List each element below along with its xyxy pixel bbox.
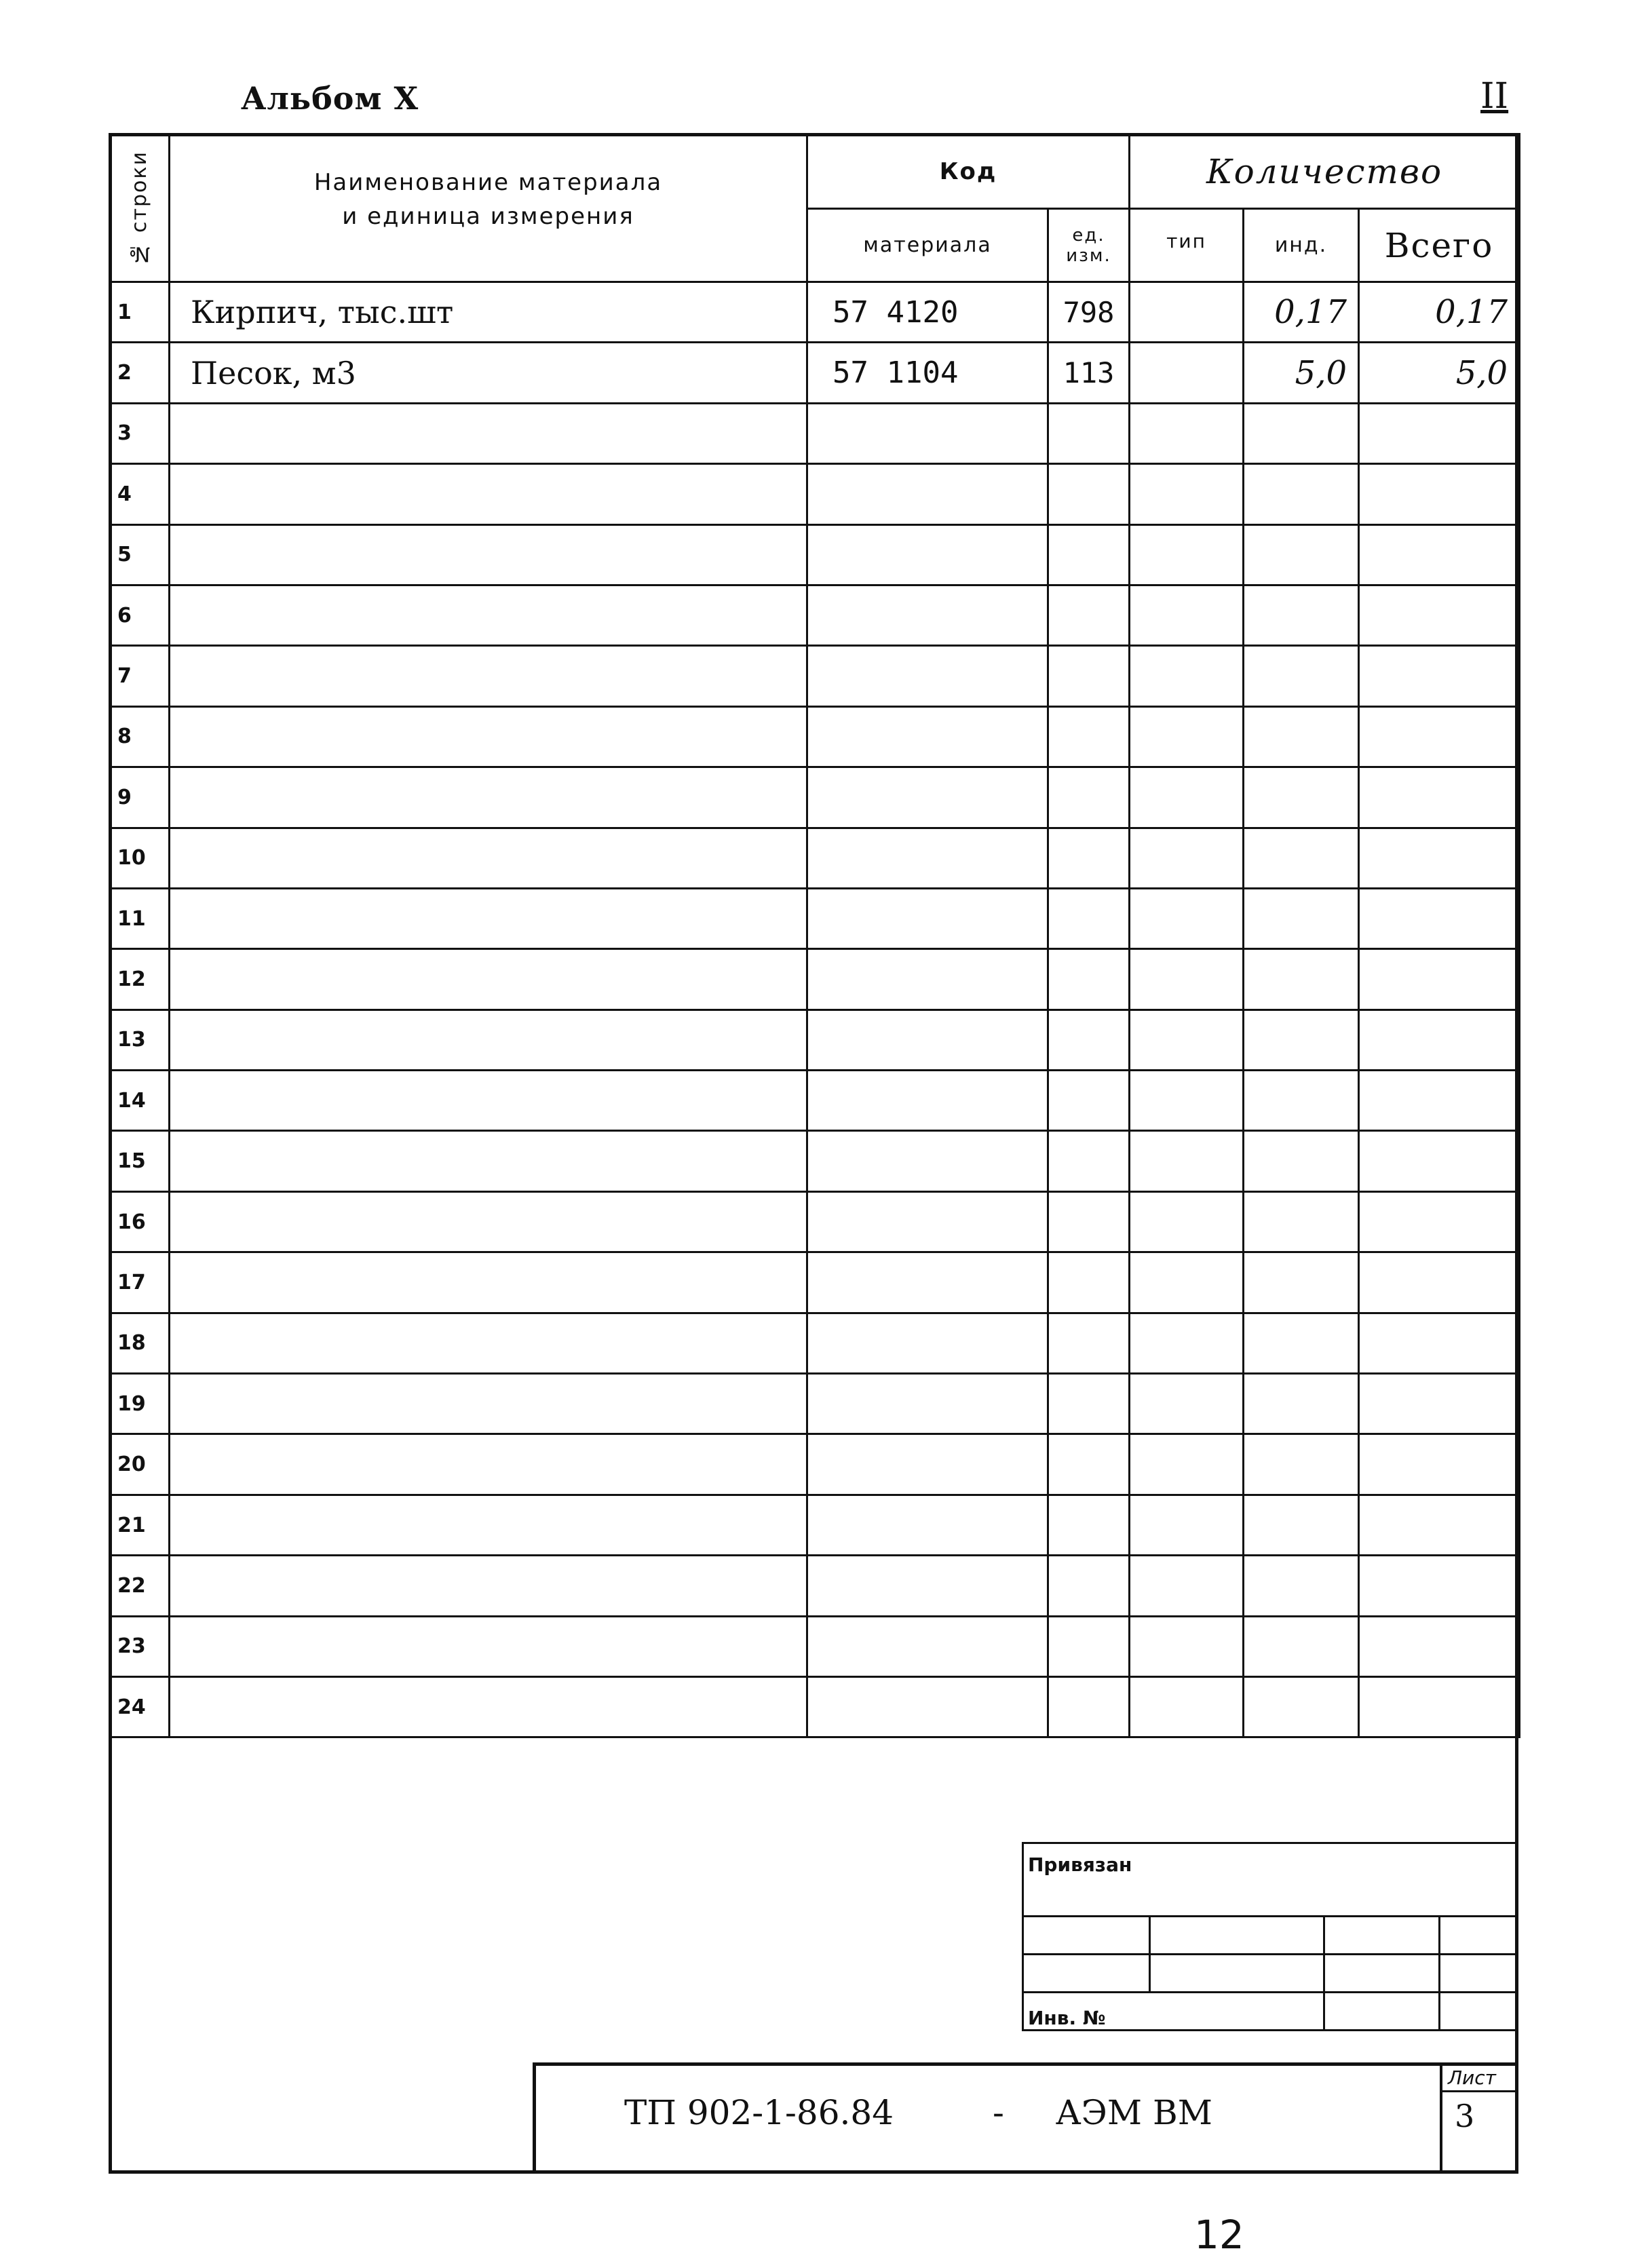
row-unit-code bbox=[1048, 1374, 1130, 1434]
row-qty-ind bbox=[1244, 1676, 1359, 1737]
row-qty-ind bbox=[1244, 1010, 1359, 1070]
row-material-code bbox=[807, 828, 1048, 888]
table-row bbox=[110, 767, 1520, 828]
doc-designation bbox=[624, 2093, 1212, 2132]
row-material-code bbox=[807, 1616, 1048, 1676]
row-material-code bbox=[807, 1676, 1048, 1737]
row-qty-total: 5,0 bbox=[1359, 343, 1520, 403]
row-qty-type bbox=[1130, 282, 1244, 343]
table-row bbox=[110, 1071, 1520, 1131]
row-material-code bbox=[807, 1434, 1048, 1495]
header-code-material: материала bbox=[807, 209, 1048, 282]
row-qty-ind bbox=[1244, 1131, 1359, 1191]
row-qty-ind: 0,17 bbox=[1244, 282, 1359, 343]
row-qty-type bbox=[1130, 1071, 1244, 1131]
row-qty-type bbox=[1130, 1616, 1244, 1676]
row-material-name bbox=[170, 524, 807, 585]
materials-table bbox=[109, 133, 1520, 1738]
table-row bbox=[110, 1313, 1520, 1373]
row-qty-ind bbox=[1244, 464, 1359, 524]
row-material-name bbox=[170, 1131, 807, 1191]
row-material-name bbox=[170, 585, 807, 645]
row-material-name bbox=[170, 1495, 807, 1555]
table-row bbox=[110, 888, 1520, 948]
row-qty-ind bbox=[1244, 706, 1359, 767]
header-code-unit: ед. изм. bbox=[1048, 209, 1130, 282]
stamp-cell bbox=[1324, 1955, 1439, 1993]
row-unit-code bbox=[1048, 1313, 1130, 1373]
header-qty-ind: инд. bbox=[1244, 209, 1359, 282]
row-qty-type bbox=[1130, 343, 1244, 403]
row-qty-total bbox=[1359, 767, 1520, 828]
row-qty-total bbox=[1359, 1434, 1520, 1495]
row-qty-total bbox=[1359, 1010, 1520, 1070]
table-row bbox=[110, 949, 1520, 1010]
row-qty-ind bbox=[1244, 1616, 1359, 1676]
row-qty-ind bbox=[1244, 1071, 1359, 1131]
header-qty-total: Всего bbox=[1359, 209, 1520, 282]
row-qty-type bbox=[1130, 706, 1244, 767]
row-material-name bbox=[170, 1374, 807, 1434]
row-material-name bbox=[170, 888, 807, 948]
material-name-line2: и единица измерения bbox=[342, 203, 634, 230]
header-row-number bbox=[110, 134, 170, 282]
row-qty-total bbox=[1359, 1676, 1520, 1737]
bound-stamp bbox=[1022, 1842, 1518, 2031]
row-material-code bbox=[807, 949, 1048, 1010]
row-unit-code bbox=[1048, 1131, 1130, 1191]
row-qty-type bbox=[1130, 1374, 1244, 1434]
row-unit-code bbox=[1048, 1191, 1130, 1252]
row-unit-code bbox=[1048, 1434, 1130, 1495]
stamp-cell bbox=[1150, 1955, 1324, 1993]
table-row bbox=[110, 828, 1520, 888]
row-material-name bbox=[170, 1252, 807, 1313]
doc-dash: - bbox=[992, 2093, 1004, 2132]
row-material-name bbox=[170, 828, 807, 888]
row-qty-type bbox=[1130, 949, 1244, 1010]
row-qty-total bbox=[1359, 524, 1520, 585]
row-qty-total: 0,17 bbox=[1359, 282, 1520, 343]
row-qty-ind bbox=[1244, 524, 1359, 585]
row-qty-total bbox=[1359, 1616, 1520, 1676]
header-code: Код bbox=[807, 134, 1130, 209]
row-qty-total bbox=[1359, 706, 1520, 767]
row-qty-total bbox=[1359, 1556, 1520, 1616]
stamp-cell bbox=[1439, 1993, 1518, 2031]
row-number: 24 bbox=[110, 1676, 170, 1737]
row-material-code bbox=[807, 888, 1048, 948]
row-material-code bbox=[807, 1252, 1048, 1313]
row-unit-code bbox=[1048, 706, 1130, 767]
table-row bbox=[110, 1374, 1520, 1434]
row-unit-code: 798 bbox=[1048, 282, 1130, 343]
row-unit-code bbox=[1048, 1495, 1130, 1555]
header-material-name bbox=[170, 134, 807, 282]
row-number: 5 bbox=[110, 524, 170, 585]
row-number: 8 bbox=[110, 706, 170, 767]
row-number: 16 bbox=[110, 1191, 170, 1252]
row-qty-type bbox=[1130, 1556, 1244, 1616]
table-row bbox=[110, 1556, 1520, 1616]
header-quantity: Количество bbox=[1130, 134, 1520, 209]
row-qty-type bbox=[1130, 1131, 1244, 1191]
row-material-code bbox=[807, 1495, 1048, 1555]
row-number: 17 bbox=[110, 1252, 170, 1313]
row-qty-type bbox=[1130, 1252, 1244, 1313]
row-number: 23 bbox=[110, 1616, 170, 1676]
row-number: 20 bbox=[110, 1434, 170, 1495]
row-number: 7 bbox=[110, 646, 170, 706]
row-number: 11 bbox=[110, 888, 170, 948]
row-qty-type bbox=[1130, 888, 1244, 948]
row-qty-total bbox=[1359, 1374, 1520, 1434]
row-qty-total bbox=[1359, 1252, 1520, 1313]
row-number: 3 bbox=[110, 403, 170, 463]
row-qty-total bbox=[1359, 888, 1520, 948]
row-qty-type bbox=[1130, 1010, 1244, 1070]
row-qty-total bbox=[1359, 585, 1520, 645]
row-material-name bbox=[170, 706, 807, 767]
table-row bbox=[110, 1010, 1520, 1070]
row-qty-total bbox=[1359, 646, 1520, 706]
doc-suffix: АЭМ ВМ bbox=[1055, 2093, 1212, 2132]
row-number: 10 bbox=[110, 828, 170, 888]
row-unit-code bbox=[1048, 1010, 1130, 1070]
row-qty-type bbox=[1130, 767, 1244, 828]
row-material-code bbox=[807, 585, 1048, 645]
table-row bbox=[110, 1252, 1520, 1313]
row-number: 15 bbox=[110, 1131, 170, 1191]
row-qty-type bbox=[1130, 524, 1244, 585]
sheet-value: 3 bbox=[1455, 2098, 1475, 2134]
stamp-cell bbox=[1150, 1917, 1324, 1955]
row-number: 13 bbox=[110, 1010, 170, 1070]
header-qty-type: тип bbox=[1130, 209, 1244, 282]
row-qty-ind bbox=[1244, 646, 1359, 706]
table-row bbox=[110, 403, 1520, 463]
row-qty-type bbox=[1130, 1313, 1244, 1373]
sheet-label: Лист bbox=[1442, 2062, 1518, 2092]
row-material-name bbox=[170, 403, 807, 463]
row-qty-ind bbox=[1244, 828, 1359, 888]
row-qty-type bbox=[1130, 1434, 1244, 1495]
row-material-name bbox=[170, 949, 807, 1010]
row-material-code bbox=[807, 403, 1048, 463]
row-material-name bbox=[170, 1010, 807, 1070]
row-material-code bbox=[807, 1191, 1048, 1252]
row-material-code bbox=[807, 524, 1048, 585]
row-unit-code bbox=[1048, 1556, 1130, 1616]
row-material-code bbox=[807, 767, 1048, 828]
row-qty-type bbox=[1130, 828, 1244, 888]
row-qty-type bbox=[1130, 646, 1244, 706]
row-number: 19 bbox=[110, 1374, 170, 1434]
row-qty-ind bbox=[1244, 1252, 1359, 1313]
row-qty-total bbox=[1359, 1191, 1520, 1252]
table-row bbox=[110, 1191, 1520, 1252]
page-number: II bbox=[1480, 76, 1509, 117]
row-material-code: 57 1104 bbox=[807, 343, 1048, 403]
row-unit-code bbox=[1048, 585, 1130, 645]
stamp-cell bbox=[1023, 1955, 1150, 1993]
row-number: 22 bbox=[110, 1556, 170, 1616]
row-number: 1 bbox=[110, 282, 170, 343]
stamp-cell bbox=[1439, 1955, 1518, 1993]
row-qty-ind bbox=[1244, 1313, 1359, 1373]
row-unit-code bbox=[1048, 403, 1130, 463]
row-qty-type bbox=[1130, 464, 1244, 524]
stamp-cell bbox=[1439, 1917, 1518, 1955]
row-unit-code bbox=[1048, 949, 1130, 1010]
row-qty-ind bbox=[1244, 403, 1359, 463]
table-row bbox=[110, 1676, 1520, 1737]
table-row bbox=[110, 524, 1520, 585]
sheet-box bbox=[1440, 2062, 1518, 2174]
row-material-code: 57 4120 bbox=[807, 282, 1048, 343]
row-number: 2 bbox=[110, 343, 170, 403]
row-qty-total bbox=[1359, 1313, 1520, 1373]
stamp-cell bbox=[1023, 1917, 1150, 1955]
row-material-name bbox=[170, 1434, 807, 1495]
row-unit-code bbox=[1048, 524, 1130, 585]
row-material-name bbox=[170, 1556, 807, 1616]
row-unit-code: 113 bbox=[1048, 343, 1130, 403]
row-material-code bbox=[807, 1313, 1048, 1373]
table-row bbox=[110, 1434, 1520, 1495]
row-qty-ind bbox=[1244, 585, 1359, 645]
row-unit-code bbox=[1048, 1252, 1130, 1313]
row-qty-type bbox=[1130, 1495, 1244, 1555]
row-qty-total bbox=[1359, 403, 1520, 463]
row-qty-total bbox=[1359, 1131, 1520, 1191]
row-qty-total bbox=[1359, 828, 1520, 888]
page-mark: 12 bbox=[1194, 2212, 1244, 2258]
material-name-line1: Наименование материала bbox=[313, 169, 663, 196]
row-number: 21 bbox=[110, 1495, 170, 1555]
row-qty-type bbox=[1130, 403, 1244, 463]
row-qty-type bbox=[1130, 1676, 1244, 1737]
row-unit-code bbox=[1048, 767, 1130, 828]
table-row bbox=[110, 1131, 1520, 1191]
row-number: 6 bbox=[110, 585, 170, 645]
row-unit-code bbox=[1048, 828, 1130, 888]
row-material-name: Кирпич, тыс.шт bbox=[170, 282, 807, 343]
row-material-name bbox=[170, 1616, 807, 1676]
row-qty-total bbox=[1359, 464, 1520, 524]
row-qty-total bbox=[1359, 1495, 1520, 1555]
row-qty-ind bbox=[1244, 1374, 1359, 1434]
row-qty-ind bbox=[1244, 888, 1359, 948]
row-material-code bbox=[807, 1010, 1048, 1070]
row-qty-ind: 5,0 bbox=[1244, 343, 1359, 403]
row-unit-code bbox=[1048, 1616, 1130, 1676]
table-row bbox=[110, 585, 1520, 645]
row-qty-type bbox=[1130, 1191, 1244, 1252]
row-material-code bbox=[807, 706, 1048, 767]
row-material-name bbox=[170, 1071, 807, 1131]
table-row bbox=[110, 1616, 1520, 1676]
row-qty-type bbox=[1130, 585, 1244, 645]
row-material-name bbox=[170, 1191, 807, 1252]
row-material-code bbox=[807, 1556, 1048, 1616]
row-qty-total bbox=[1359, 949, 1520, 1010]
row-qty-ind bbox=[1244, 1434, 1359, 1495]
row-qty-ind bbox=[1244, 767, 1359, 828]
inv-label: Инв. № bbox=[1023, 1993, 1324, 2031]
table-row bbox=[110, 1495, 1520, 1555]
row-material-code bbox=[807, 1374, 1048, 1434]
row-material-code bbox=[807, 646, 1048, 706]
row-number: 14 bbox=[110, 1071, 170, 1131]
stamp-cell bbox=[1324, 1917, 1439, 1955]
doc-code: ТП 902-1-86.84 bbox=[624, 2093, 894, 2132]
row-number: 18 bbox=[110, 1313, 170, 1373]
row-qty-ind bbox=[1244, 949, 1359, 1010]
row-material-name bbox=[170, 1313, 807, 1373]
row-number-label: № строки bbox=[128, 150, 151, 266]
row-material-code bbox=[807, 1131, 1048, 1191]
row-number: 12 bbox=[110, 949, 170, 1010]
row-unit-code bbox=[1048, 1071, 1130, 1131]
row-unit-code bbox=[1048, 646, 1130, 706]
table-row bbox=[110, 343, 1520, 403]
row-material-code bbox=[807, 1071, 1048, 1131]
row-material-code bbox=[807, 464, 1048, 524]
row-qty-ind bbox=[1244, 1191, 1359, 1252]
row-number: 9 bbox=[110, 767, 170, 828]
row-qty-ind bbox=[1244, 1556, 1359, 1616]
row-qty-total bbox=[1359, 1071, 1520, 1131]
bound-label: Привязан bbox=[1023, 1843, 1518, 1917]
row-number: 4 bbox=[110, 464, 170, 524]
row-unit-code bbox=[1048, 888, 1130, 948]
table-row bbox=[110, 706, 1520, 767]
row-material-name bbox=[170, 767, 807, 828]
row-qty-ind bbox=[1244, 1495, 1359, 1555]
row-material-name bbox=[170, 1676, 807, 1737]
table-row bbox=[110, 464, 1520, 524]
table-row bbox=[110, 282, 1520, 343]
row-material-name bbox=[170, 464, 807, 524]
album-title: Альбом X bbox=[241, 80, 419, 117]
row-unit-code bbox=[1048, 1676, 1130, 1737]
table-row bbox=[110, 646, 1520, 706]
row-material-name bbox=[170, 646, 807, 706]
row-material-name: Песок, м3 bbox=[170, 343, 807, 403]
row-unit-code bbox=[1048, 464, 1130, 524]
stamp-cell bbox=[1324, 1993, 1439, 2031]
